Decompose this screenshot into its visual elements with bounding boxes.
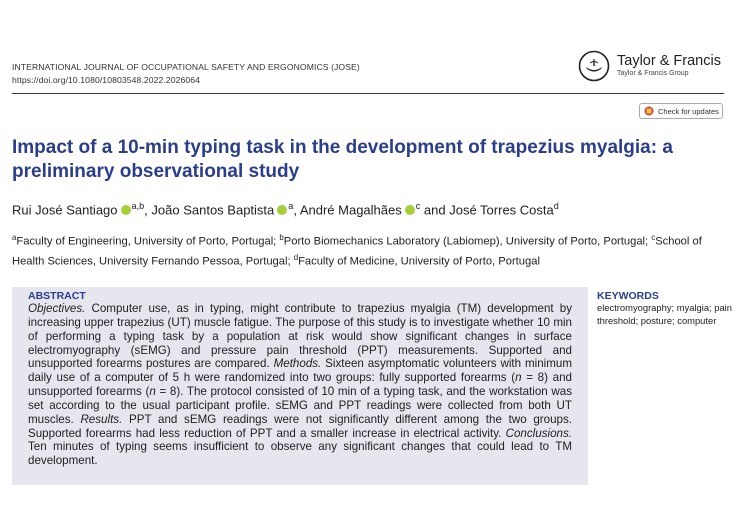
author-name: André Magalhães: [299, 202, 402, 218]
journal-name: INTERNATIONAL JOURNAL OF OCCUPATIONAL SAFETY AND ERGONOMICS (JOSE): [12, 62, 360, 72]
author-name: Rui José Santiago: [12, 202, 118, 218]
orcid-icon[interactable]: [277, 205, 287, 215]
affiliations: [12, 230, 727, 269]
author-name: João Santos Baptista: [151, 202, 275, 218]
keywords-text: electromyography; myalgia; pain threshold; posture; computer: [597, 302, 732, 326]
author-sup: a: [288, 201, 294, 211]
check-updates-button[interactable]: [639, 103, 723, 119]
abstract-box: [12, 287, 588, 485]
check-updates-label: Check for updates: [658, 106, 719, 116]
abstract-heading: ABSTRACT: [28, 290, 86, 302]
n-symbol: n: [515, 371, 522, 385]
affiliation: Faculty of Medicine, University of Porto, Portugal: [298, 255, 540, 268]
author-sup: c: [415, 201, 421, 211]
article-title: Impact of a 10-min typing task in the development of trapezius myalgia: a preliminary observational study: [12, 137, 673, 182]
abstract-text: [28, 302, 572, 468]
keywords-heading: KEYWORDS: [597, 290, 659, 302]
keywords-section: [597, 290, 737, 327]
conclusions-text: Ten minutes of typing seems insufficient to observe any significant changes that could lead to TM development.: [28, 440, 572, 468]
affiliation: Faculty of Engineering, University of Porto, Portugal;: [16, 235, 277, 248]
n-symbol: n: [149, 385, 156, 399]
journal-header: [12, 61, 360, 87]
methods-text: = 8). The protocol consisted of 10 min of a typing task, and the workstation was set according to the usual participant profile. sEMG and PPT readings were collected from both UT muscles.: [28, 385, 572, 426]
check-updates-icon: [644, 106, 654, 116]
orcid-icon[interactable]: [121, 205, 131, 215]
author-sup: a,b: [131, 201, 145, 211]
header-divider: [12, 93, 724, 94]
author-list: Rui José Santiago $^{a,b}$, João Santos Baptista $^a$, André Magalhães $^c$ and José Torres Costa$^d$: [12, 201, 559, 218]
affiliation: School of Health Sciences, University Fernando Pessoa, Portugal;: [12, 235, 702, 268]
orcid-icon[interactable]: [405, 205, 415, 215]
objectives-label: Objectives.: [28, 302, 86, 315]
author-sup: d: [553, 201, 559, 211]
taylor-francis-logo-icon: [578, 50, 610, 82]
affil-sup: b: [279, 233, 284, 242]
author-name: José Torres Costa: [449, 202, 554, 218]
affil-sup: c: [651, 233, 656, 242]
objectives-text: Computer use, as in typing, might contribute to trapezius myalgia (TM) development by increasing upper trapezius (UT) muscle fatigue. The purpose of this study is to investigate whether 10 min of performing a typing task by a population at risk would show significant changes in surface electromyography (sEMG) and pressure pain threshold (PPT) measurements. Supported and unsupported forearms postures are compared.: [28, 302, 572, 371]
results-text: PPT and sEMG readings were not significantly different among the two groups. Supported forearms had less reduction of PPT and a smaller increase in electrical activity.: [28, 412, 572, 440]
affil-sup: d: [293, 252, 299, 262]
conclusions-label: Conclusions.: [505, 426, 572, 440]
publisher-name: Taylor & Francis: [617, 53, 721, 69]
affiliation: Porto Biomechanics Laboratory (Labiomep), University of Porto, Portugal;: [283, 235, 649, 248]
publisher-branding: [578, 50, 721, 82]
results-label: Results.: [80, 412, 123, 426]
affil-sup: a: [12, 233, 17, 242]
doi-link[interactable]: https://doi.org/10.1080/10803548.2022.2026064: [12, 75, 200, 85]
publisher-group: Taylor & Francis Group: [617, 70, 689, 77]
methods-label: Methods.: [273, 357, 322, 371]
methods-text: = 8) and unsupported forearms (: [28, 371, 573, 399]
methods-text: Sixteen asymptomatic volunteers with minimum daily use of a computer of 5 h were randomized into two groups: fully supported forearms (: [28, 357, 572, 385]
